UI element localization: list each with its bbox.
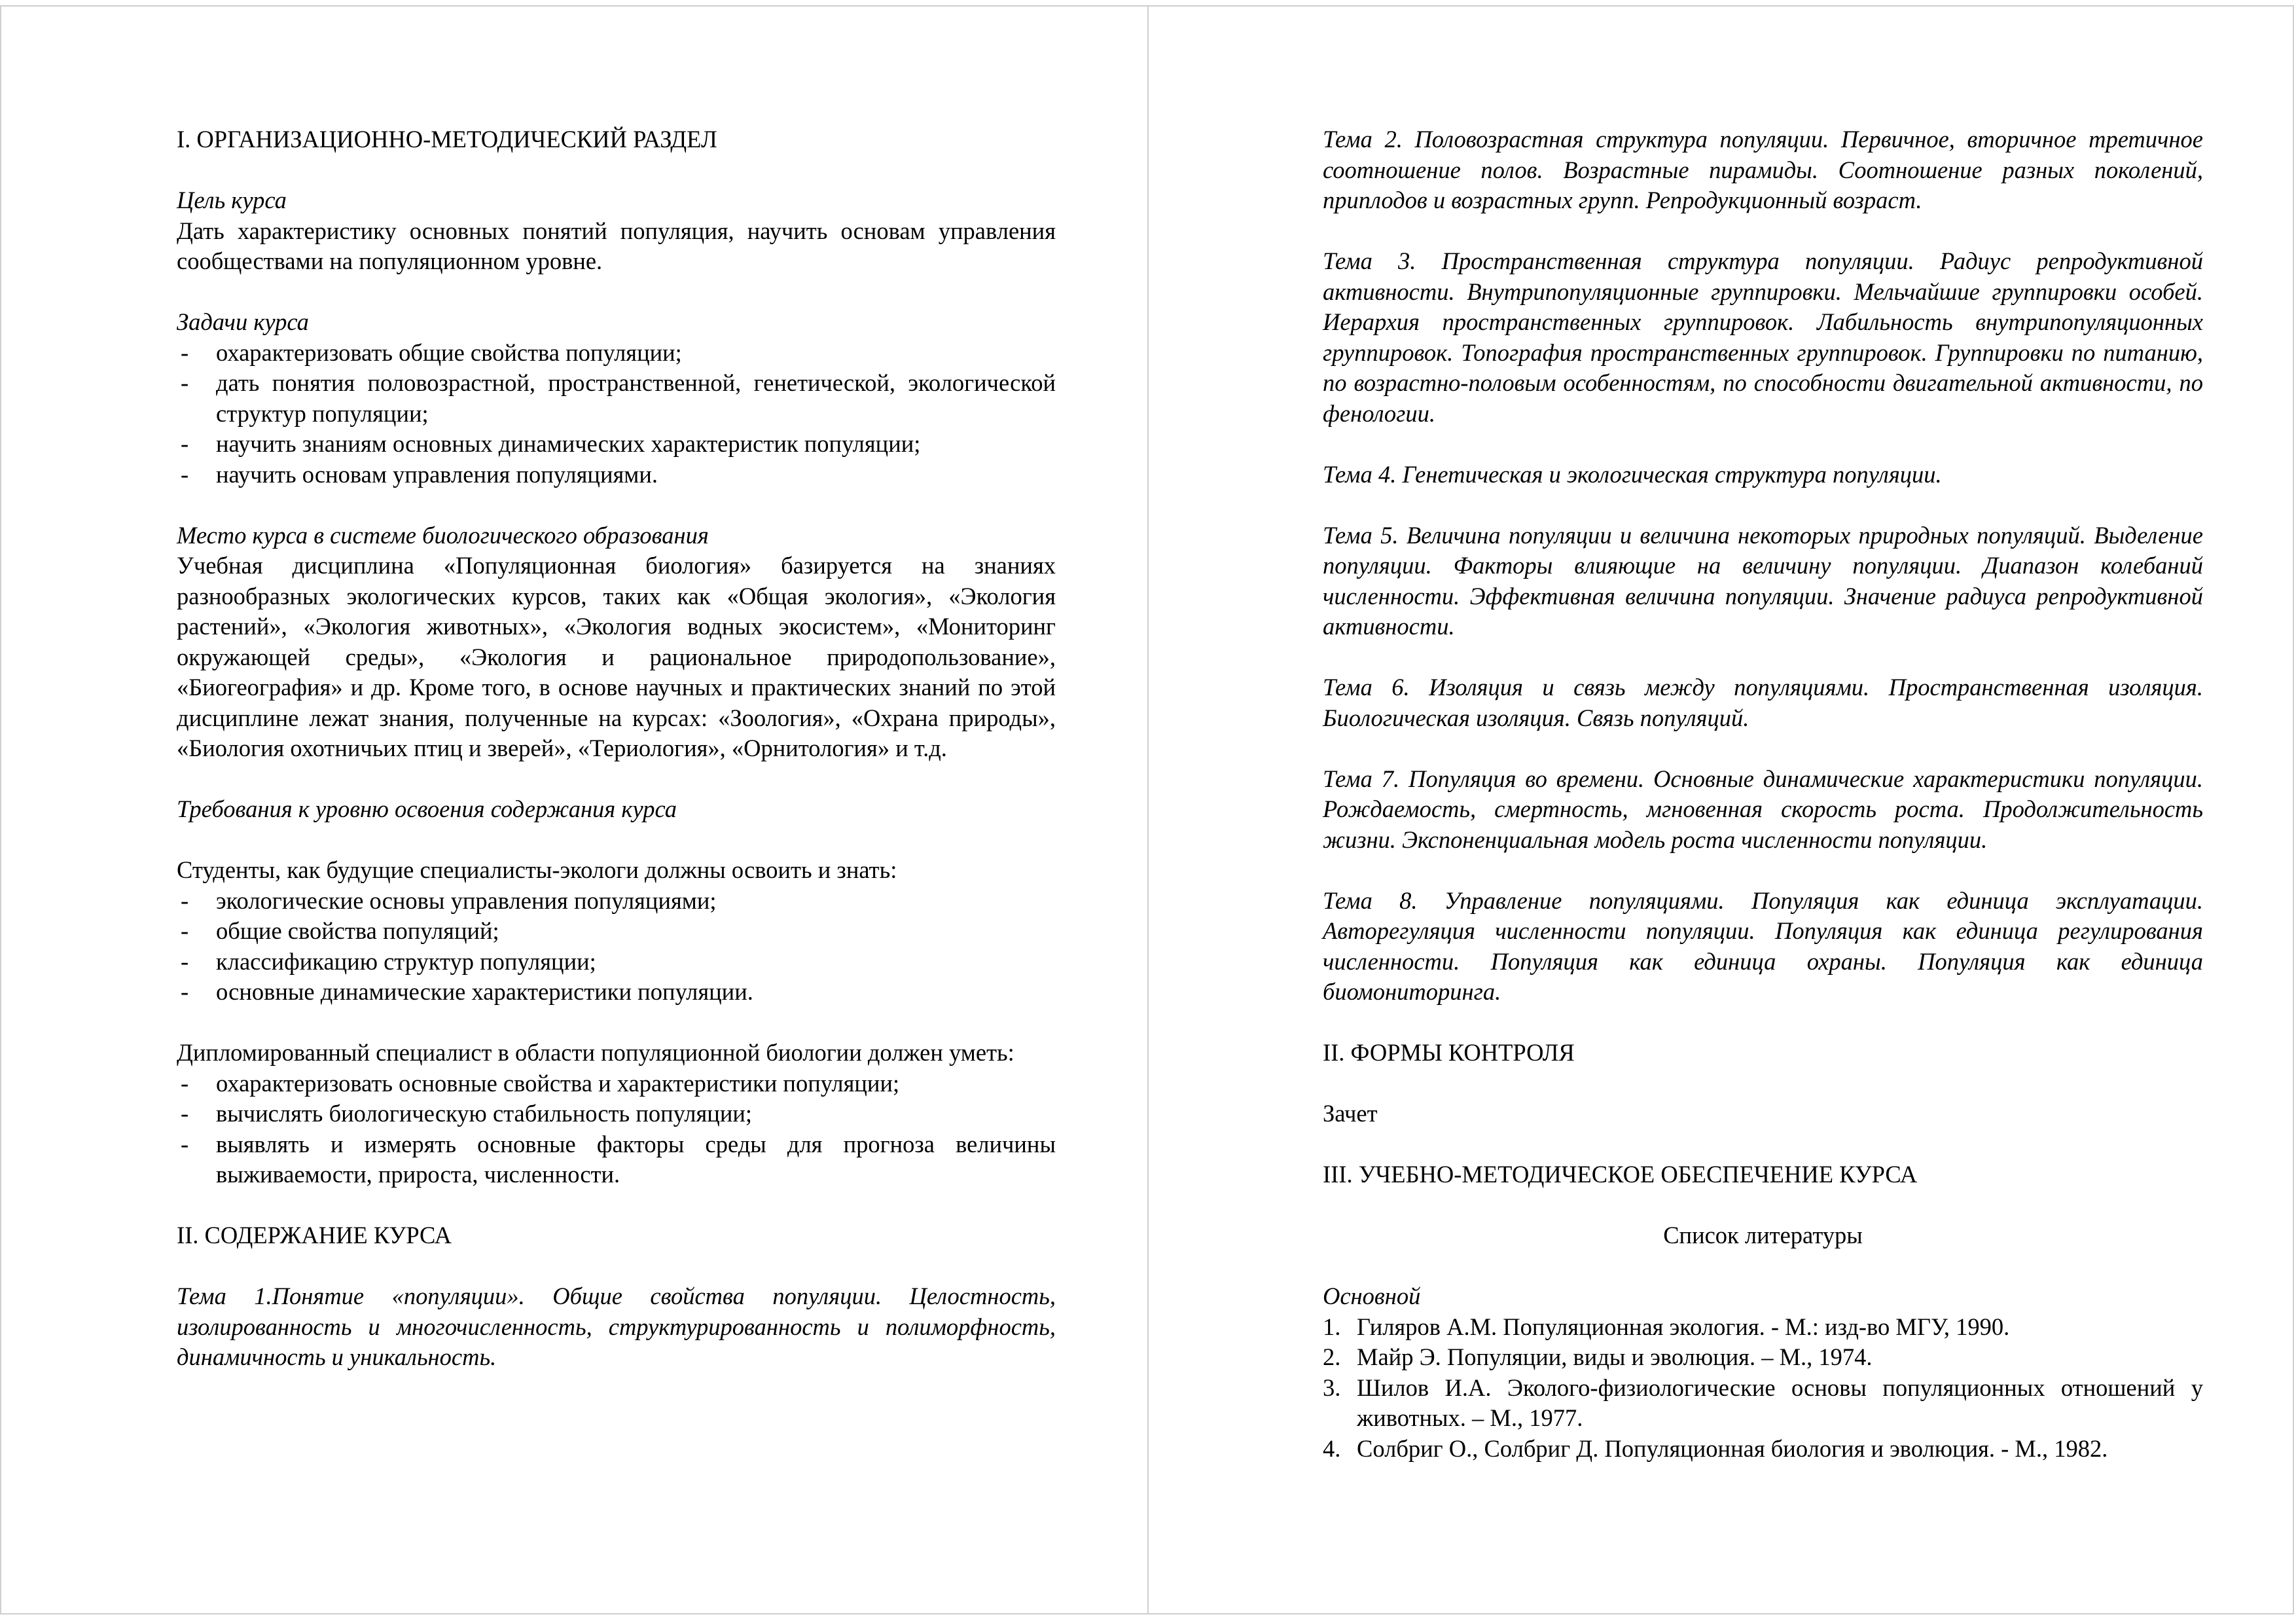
- topic-2: Тема 2. Половозрастная структура популяции. Первичное, вторичное третичное соотношение полов. Возрастные пирамиды. Соотношение разных поколений, приплодов и возрастных групп. Репродукционный возраст.: [1323, 126, 2203, 213]
- page-right: [1147, 5, 2294, 1614]
- topic-6: Тема 6. Изоляция и связь между популяциями. Пространственная изоляция. Биологическая изоляция. Связь популяций.: [1323, 674, 2203, 731]
- page-right-content: [1323, 124, 2203, 1464]
- section-title-content: II. СОДЕРЖАНИЕ КУРСА: [177, 1222, 452, 1249]
- literature-title: Список литературы: [1663, 1222, 1863, 1249]
- place-text: Учебная дисциплина «Популяционная биология» базируется на знаниях разнообразных экологических курсов, таких как «Общая экология», «Экология растений», «Экология животных», «Экология водных экосистем», «Мониторинг окружающей среды», «Экология и рациональное природопользование», «Биогеография» и др. Кроме того, в основе научных и практических знаний по этой дисциплине лежат знания, полученные на курсах: «Зоология», «Охрана природы», «Биология охотничьих птиц и зверей», «Териология», «Орнитология» и т.д.: [177, 552, 1056, 761]
- requirements-heading: Требования к уровню освоения содержания курса: [177, 795, 677, 822]
- main-literature-heading: Основной: [1323, 1283, 1421, 1309]
- list-item: - вычислять биологическую стабильность популяции;: [177, 1099, 1056, 1129]
- control-form-value: Зачет: [1323, 1100, 1378, 1127]
- reference-item: [1323, 1373, 2203, 1434]
- list-item: - экологические основы управления популяциями;: [177, 886, 1056, 917]
- place-heading: Место курса в системе биологического образования: [177, 521, 709, 549]
- list-item: - охарактеризовать общие свойства популяции;: [177, 338, 1056, 369]
- reference-text: Гиляров А.М. Популяционная экология. - М.: изд-во МГУ, 1990.: [1357, 1313, 2010, 1340]
- reference-text: Шилов И.А. Эколого-физиологические основы популяционных отношений у животных. – М., 1977.: [1357, 1374, 2203, 1431]
- list-item: - охарактеризовать основные свойства и характеристики популяции;: [177, 1068, 1056, 1099]
- reference-text: Майр Э. Популяции, виды и эволюция. – М., 1974.: [1357, 1343, 1873, 1370]
- requirements-intro-know: Студенты, как будущие специалисты-экологи должны освоить и знать:: [177, 856, 897, 883]
- reference-item: [1323, 1312, 2203, 1343]
- topic-3: Тема 3. Пространственная структура популяции. Радиус репродуктивной активности. Внутрипопуляционные группировки. Мельчайшие группировки особей. Иерархия пространственных группировок. Лабильность внутрипопуляционных группировок. Топография пространственных группировок. Группировки по питанию, по возрастно-половым особенностям, по способности двигательной активности, по фенологии.: [1323, 247, 2203, 427]
- reference-list: [1323, 1312, 2203, 1465]
- reference-text: Солбриг О., Солбриг Д. Популяционная биология и эволюция. - М., 1982.: [1357, 1434, 2108, 1462]
- topic-1: Тема 1.Понятие «популяции». Общие свойства популяции. Целостность, изолированность и многочисленность, структурированность и полиморфность, динамичность и уникальность.: [177, 1283, 1056, 1370]
- requirements-intro-skills: Дипломированный специалист в области популяционной биологии должен уметь:: [177, 1039, 1014, 1066]
- page-left: [0, 5, 1149, 1614]
- reference-number: 1.: [1323, 1313, 1341, 1340]
- page-left-content: [177, 124, 1056, 1373]
- reference-number: 4.: [1323, 1434, 1341, 1462]
- list-item: - классификацию структур популяции;: [177, 947, 1056, 977]
- section-title-control-forms: II. ФОРМЫ КОНТРОЛЯ: [1323, 1039, 1575, 1066]
- requirements-know-list: [177, 886, 1056, 1008]
- list-item: - выявлять и измерять основные факторы среды для прогноза величины выживаемости, прироста, численности.: [177, 1129, 1056, 1190]
- goal-text: Дать характеристику основных понятий популяция, научить основам управления сообществами на популяционном уровне.: [177, 217, 1056, 274]
- reference-item: [1323, 1434, 2203, 1465]
- topic-5: Тема 5. Величина популяции и величина некоторых природных популяций. Выделение популяции. Факторы влияющие на величину популяции. Диапазон колебаний численности. Эффективная величина популяции. Значение радиуса репродуктивной активности.: [1323, 521, 2203, 640]
- list-item: - основные динамические характеристики популяции.: [177, 977, 1056, 1008]
- tasks-heading: Задачи курса: [177, 308, 309, 335]
- reference-number: 3.: [1323, 1374, 1341, 1401]
- goal-heading: Цель курса: [177, 187, 287, 213]
- reference-item: [1323, 1342, 2203, 1373]
- topic-7: Тема 7. Популяция во времени. Основные динамические характеристики популяции. Рождаемость, смертность, мгновенная скорость роста. Продолжительность жизни. Экспоненциальная модель роста численности популяции.: [1323, 765, 2203, 853]
- requirements-skills-list: [177, 1068, 1056, 1190]
- list-item: - дать понятия половозрастной, пространственной, генетической, экологической структур популяции;: [177, 368, 1056, 429]
- topic-4: Тема 4. Генетическая и экологическая структура популяции.: [1323, 460, 1942, 488]
- list-item: - научить знаниям основных динамических характеристик популяции;: [177, 429, 1056, 460]
- reference-number: 2.: [1323, 1343, 1341, 1370]
- section-title-methodical-support: III. УЧЕБНО-МЕТОДИЧЕСКОЕ ОБЕСПЕЧЕНИЕ КУРСА: [1323, 1161, 1918, 1188]
- list-item: - научить основам управления популяциями.: [177, 460, 1056, 490]
- topic-8: Тема 8. Управление популяциями. Популяция как единица эксплуатации. Авторегуляция численности популяции. Популяция как единица регулирования численности. Популяция как единица охраны. Популяция как единица биомониторинга.: [1323, 886, 2203, 1005]
- tasks-list: [177, 338, 1056, 490]
- section-title-organizational: I. ОРГАНИЗАЦИОННО-МЕТОДИЧЕСКИЙ РАЗДЕЛ: [177, 126, 717, 153]
- list-item: - общие свойства популяций;: [177, 916, 1056, 947]
